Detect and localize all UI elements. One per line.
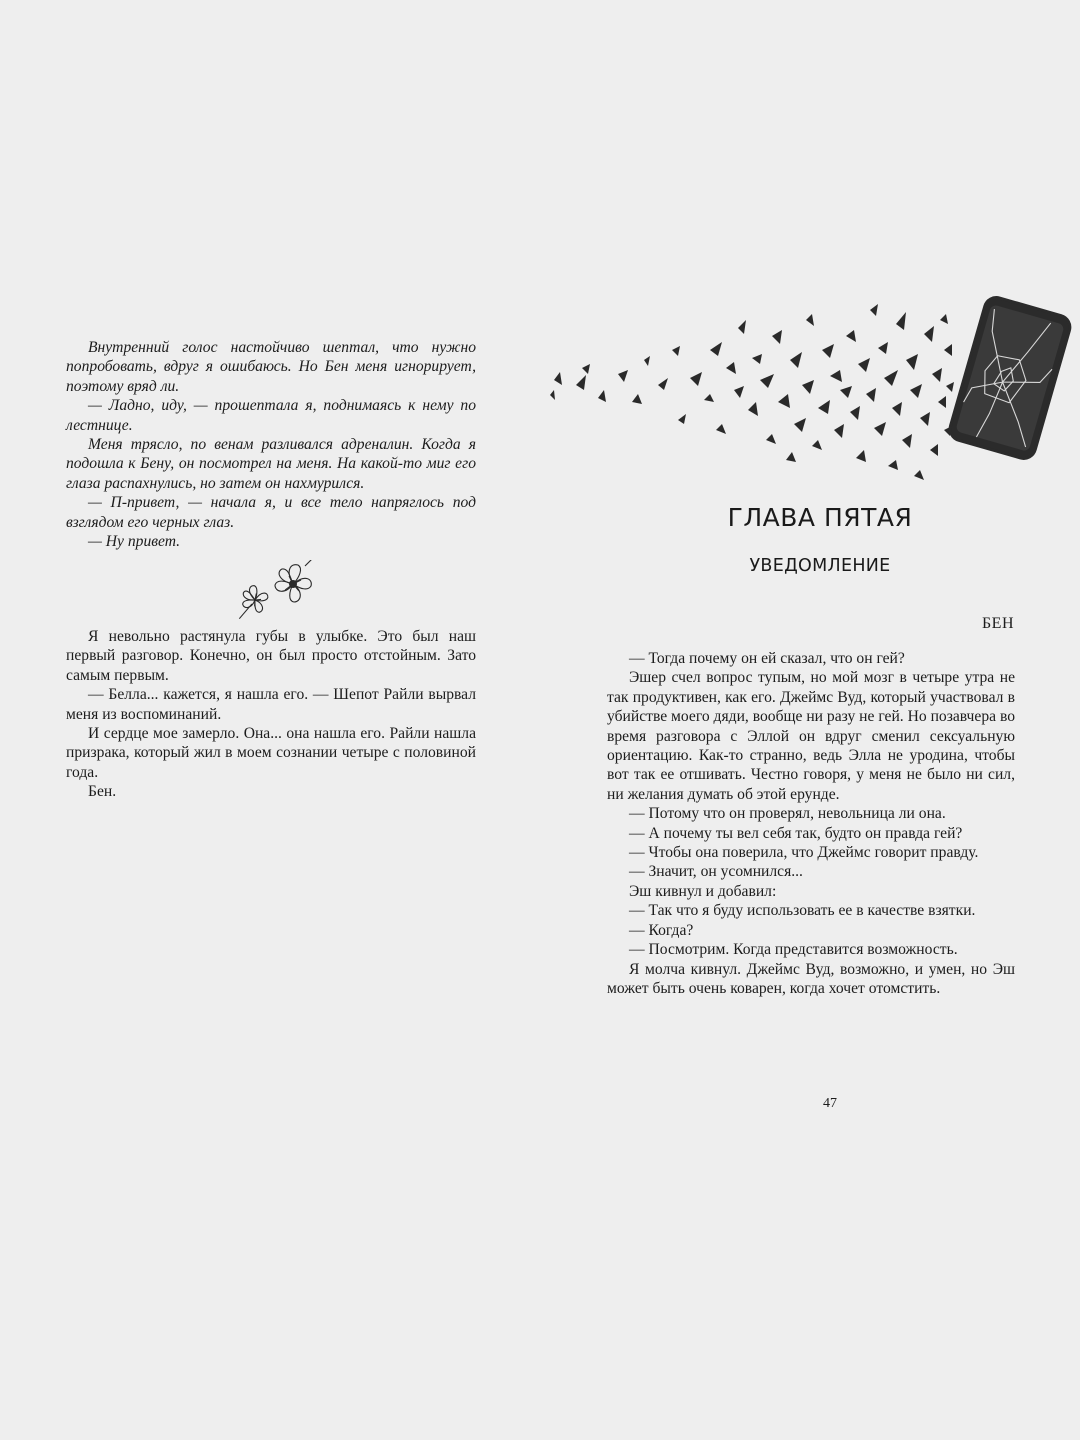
paragraph: — Ну привет. — [88, 533, 181, 551]
paragraph: — Тогда почему он ей сказал, что он гей? — [629, 650, 905, 667]
paragraph: И сердце мое замерло. Она... она нашла его. Райли нашла призрака, который жил в моем сознании четыре с половиной года. — [66, 725, 476, 781]
right-body-text — [607, 649, 1015, 998]
page-number: 47 — [823, 1096, 837, 1111]
paragraph: — Ладно, иду, — прошептала я, поднимаясь к нему по лестнице. — [66, 397, 476, 434]
paragraph: — Потому что он проверял, невольница ли она. — [629, 805, 946, 823]
paragraph: — Значит, он усомнился... — [629, 863, 803, 881]
pov-label: БЕН — [981, 615, 1014, 632]
cherry-blossom-icon — [229, 560, 333, 620]
paragraph: Эш кивнул и добавил: — [629, 882, 777, 900]
paragraph: Я молча кивнул. Джеймс Вуд, возможно, и умен, но Эш может быть очень коварен, когда хочет отомстить. — [607, 960, 1015, 997]
paragraph: Меня трясло, по венам разливался адреналин. Когда я подошла к Бену, он посмотрел на меня. На какой-то миг его глаза распахнулись, но затем он нахмурился. — [66, 436, 476, 492]
paragraph: Бен. — [88, 783, 117, 801]
paragraph: — Белла... кажется, я нашла его. — Шепот Райли вырвал меня из воспоминаний. — [66, 686, 476, 723]
right-page — [540, 0, 1080, 1440]
paragraph: — Посмотрим. Когда представится возможность. — [629, 941, 958, 959]
left-top-text — [66, 338, 476, 551]
chapter-label: ГЛАВА ПЯТАЯ — [727, 503, 913, 532]
chapter-subtitle: УВЕДОМЛЕНИЕ — [749, 556, 891, 576]
paragraph: — Так что я буду использовать ее в качестве взятки. — [629, 902, 976, 920]
paragraph: Внутренний голос настойчиво шептал, что нужно попробовать, вдруг я ошибаюсь. Но Бен меня игнорирует, поэтому вряд ли. — [66, 339, 476, 395]
shattered-phone-icon — [540, 290, 1080, 505]
paragraph: Эшер счел вопрос тупым, но мой мозг в четыре утра не так продуктивен, как его. Джеймс Вуд, который участвовал в убийстве моего дяди, вообще ни разу не гей. Но позавчера во время разговора с Эллой он вдруг сменил сексуальную ориентацию. Как-то странно, ведь Элла не уродина, чтобы вот так ее отшивать. Честно говоря, у меня не было ни сил, ни желания думать об этой ерунде. — [607, 669, 1015, 803]
left-bottom-text — [66, 627, 476, 802]
paragraph: — А почему ты вел себя так, будто он правда гей? — [629, 824, 963, 842]
paragraph: Я невольно растянула губы в улыбке. Это был наш первый разговор. Конечно, он был просто отстойным. Зато самым первым. — [66, 628, 476, 684]
paragraph: — П-привет, — начала я, и все тело напряглось под взглядом его черных глаз. — [66, 494, 476, 531]
paragraph: — Когда? — [629, 921, 694, 939]
paragraph: — Чтобы она поверила, что Джеймс говорит правду. — [629, 844, 979, 862]
